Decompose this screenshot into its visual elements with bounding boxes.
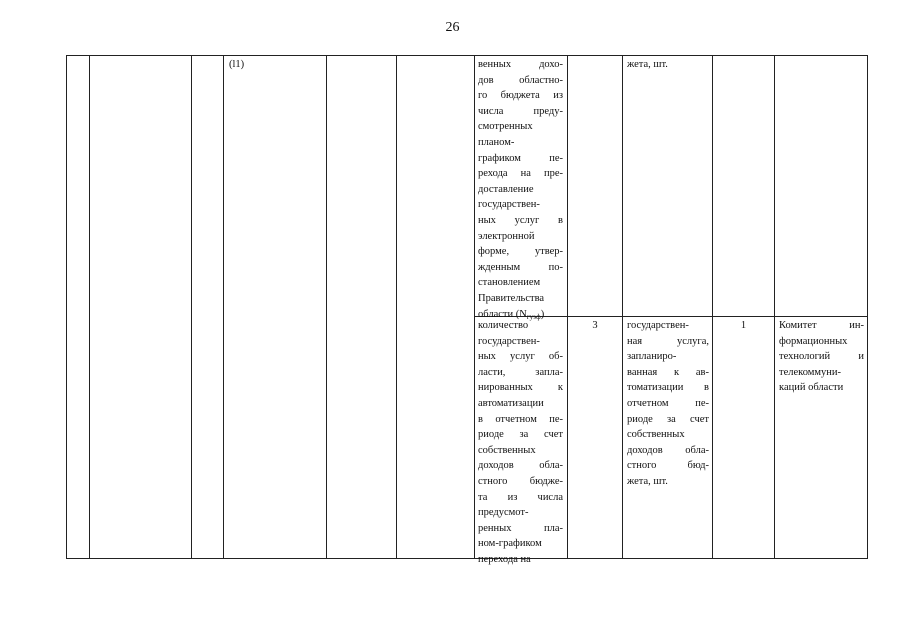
row2-unit-description bbox=[627, 318, 709, 490]
row2-indicator-line: ных услуг об- bbox=[478, 351, 563, 363]
row2-org-line: каций области bbox=[779, 382, 844, 394]
row2-indicator-line: нированных к bbox=[478, 382, 563, 394]
row2-indicator-line: автоматизации bbox=[478, 397, 544, 409]
row1-unit-text: жета, шт. bbox=[627, 59, 668, 70]
row1-indicator-line: становлением bbox=[478, 277, 541, 289]
row2-unit-line: томатизации в bbox=[627, 382, 709, 394]
row2-org-line: формационных bbox=[779, 335, 848, 347]
row2-target-value: 3 bbox=[592, 320, 598, 331]
row2-unit-line: запланиро- bbox=[627, 351, 677, 363]
row2-indicator-line: ласти, запла- bbox=[478, 366, 563, 378]
row2-indicator-line: та из числа bbox=[478, 491, 563, 503]
row2-indicator-line: доходов обла- bbox=[478, 460, 563, 472]
page-number: 26 bbox=[445, 20, 460, 35]
row1-indicator-line: форме, утвер- bbox=[478, 246, 563, 258]
row1-indicator-line: рехода на пре- bbox=[478, 168, 563, 180]
row2-indicator-line: перехода на bbox=[478, 553, 531, 565]
row2-indicator-line: ном-графиком bbox=[478, 538, 542, 550]
row2-unit-line: ная услуга, bbox=[627, 335, 709, 347]
row2-unit-line: стного бюд- bbox=[627, 460, 709, 472]
row1-indicator-line: жденным по- bbox=[478, 261, 563, 273]
row1-indicator-line: го бюджета из bbox=[478, 90, 563, 102]
row2-org-line: технологий и bbox=[779, 351, 864, 363]
row2-indicator-description bbox=[478, 318, 563, 568]
row1-indicator-line: электронной bbox=[478, 230, 535, 242]
row1-col3-text: (l1) bbox=[229, 59, 245, 70]
row1-indicator-line: области $(N_{гуэф})$ bbox=[478, 308, 545, 321]
row1-indicator-line: графиком пе- bbox=[478, 152, 563, 164]
row2-indicator-line: в отчетном пе- bbox=[478, 413, 563, 425]
row2-unit-line: доходов обла- bbox=[627, 444, 709, 456]
row2-unit-line: государствен- bbox=[627, 320, 689, 331]
row1-indicator-line: планом- bbox=[478, 136, 515, 148]
row1-indicator-line: дов областно- bbox=[478, 74, 563, 86]
row2-indicator-line: количество bbox=[478, 320, 529, 331]
row2-base-value: 1 bbox=[740, 320, 747, 331]
row2-unit-line: риоде за счет bbox=[627, 413, 709, 425]
row1-indicator-line: смотренных bbox=[478, 121, 533, 133]
row2-org-line: телекоммуни- bbox=[779, 366, 842, 378]
row1-indicator-line: Правительства bbox=[478, 292, 545, 304]
row2-unit-line: жета, шт. bbox=[627, 475, 668, 487]
row2-indicator-line: предусмот- bbox=[478, 507, 529, 519]
row2-indicator-line: собственных bbox=[478, 444, 536, 456]
row1-indicator-line: доставление bbox=[478, 183, 534, 195]
row2-org-line: Комитет ин- bbox=[779, 320, 864, 331]
row1-indicator-line: числа преду- bbox=[478, 105, 563, 117]
row2-responsible-org bbox=[779, 318, 864, 396]
row2-indicator-line: стного бюдже- bbox=[478, 475, 563, 487]
row1-indicator-line: венных дохо- bbox=[478, 59, 563, 70]
row2-indicator-line: риоде за счет bbox=[478, 429, 563, 441]
row1-indicator-line: государствен- bbox=[478, 199, 540, 211]
row2-unit-line: собственных bbox=[627, 429, 685, 441]
row2-unit-line: ванная к ав- bbox=[627, 366, 709, 378]
row2-indicator-line: ренных пла- bbox=[478, 522, 563, 534]
row1-indicator-description bbox=[478, 57, 563, 325]
row2-indicator-line: государствен- bbox=[478, 335, 540, 347]
row2-unit-line: отчетном пе- bbox=[627, 397, 709, 409]
row1-indicator-line: ных услуг в bbox=[478, 214, 563, 226]
